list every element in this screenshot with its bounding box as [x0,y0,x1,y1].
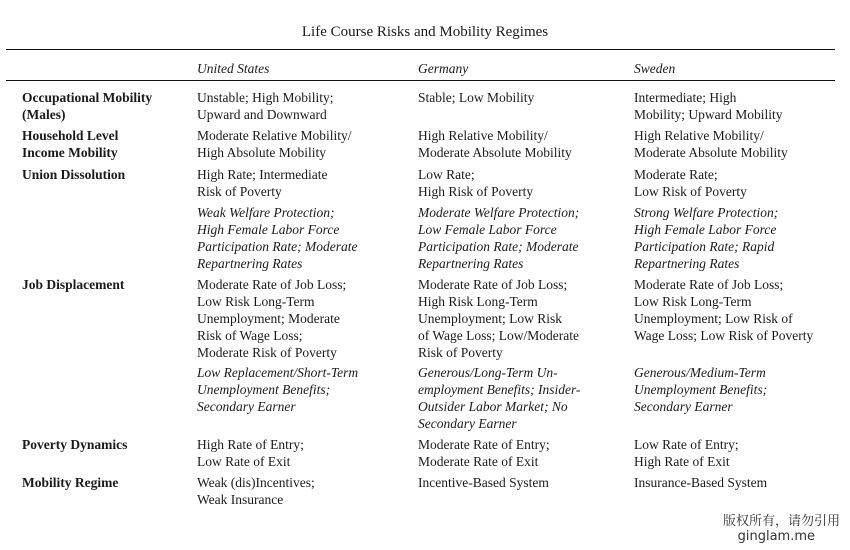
column-header-united-states: United States [197,61,270,76]
cell-union-us: High Rate; Intermediate Risk of Poverty [197,167,328,199]
cell-union-sweden: Moderate Rate; Low Risk of Poverty [634,167,747,199]
table-title: Life Course Risks and Mobility Regimes [301,24,549,40]
watermark-site: ginglam.me [737,529,815,544]
row-label-poverty-dynamics: Poverty Dynamics [22,437,128,452]
cell-occupational-sweden: Intermediate; High Mobility; Upward Mobility [634,90,783,122]
cell-occupational-us: Unstable; High Mobility; Upward and Downward [197,90,334,122]
cell-regime-germany: Incentive-Based System [418,475,549,490]
row-label-union-dissolution: Union Dissolution [22,167,126,182]
cell-union-sweden-note: Strong Welfare Protection; High Female Labor Force Participation Rate; Rapid Repartnering Rates [634,205,779,271]
top-rule [6,49,835,50]
column-header-germany: Germany [418,61,469,76]
watermark-copyright: 版权所有，请勿引用 [722,514,840,529]
cell-poverty-sweden: Low Rate of Entry; High Rate of Exit [634,437,739,469]
cell-household-germany: High Relative Mobility/ Moderate Absolute Mobility [418,128,572,160]
column-header-sweden: Sweden [634,61,676,76]
cell-job-us: Moderate Rate of Job Loss; Low Risk Long-Term Unemployment; Moderate Risk of Wage Loss; Moderate Risk of Poverty [197,277,347,360]
row-label-occupational-mobility: Occupational Mobility (Males) [22,90,153,122]
cell-household-us: Moderate Relative Mobility/ High Absolute Mobility [197,128,352,160]
cell-union-germany: Low Rate; High Risk of Poverty [418,167,534,199]
header-rule [6,80,835,81]
cell-job-sweden: Moderate Rate of Job Loss; Low Risk Long-Term Unemployment; Low Risk of Wage Loss; Low Risk of Poverty [634,277,814,343]
cell-regime-sweden: Insurance-Based System [634,475,768,490]
cell-household-sweden: High Relative Mobility/ Moderate Absolute Mobility [634,128,788,160]
cell-regime-us: Weak (dis)Incentives; Weak Insurance [197,475,315,507]
cell-poverty-us: High Rate of Entry; Low Rate of Exit [197,437,304,469]
cell-occupational-germany: Stable; Low Mobility [418,90,535,105]
cell-union-germany-note: Moderate Welfare Protection; Low Female Labor Force Participation Rate; Moderate Repartnering Rates [418,205,580,271]
row-label-job-displacement: Job Displacement [22,277,125,292]
row-label-household-income: Household Level Income Mobility [22,128,119,160]
cell-job-us-note: Low Replacement/Short-Term Unemployment Benefits; Secondary Earner [197,365,359,414]
cell-job-sweden-note: Generous/Medium-Term Unemployment Benefits; Secondary Earner [634,365,768,414]
cell-job-germany-note: Generous/Long-Term Un- employment Benefits; Insider- Outsider Labor Market; No Secondary Earner [418,365,581,431]
row-label-mobility-regime: Mobility Regime [22,475,119,490]
cell-poverty-germany: Moderate Rate of Entry; Moderate Rate of Exit [418,437,550,469]
cell-job-germany: Moderate Rate of Job Loss; High Risk Long-Term Unemployment; Low Risk of Wage Loss; Low/Moderate Risk of Poverty [418,277,579,360]
cell-union-us-note: Weak Welfare Protection; High Female Labor Force Participation Rate; Moderate Repartnering Rates [197,205,358,271]
